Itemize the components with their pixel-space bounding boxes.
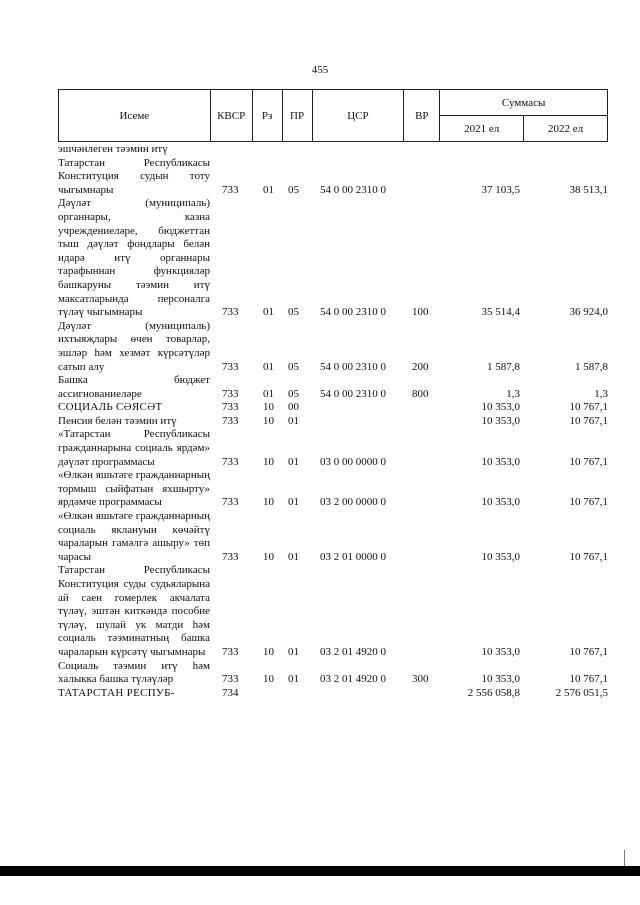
header-rz: Рз xyxy=(252,90,282,142)
row-csr: 54 0 00 2310 0 xyxy=(320,387,386,400)
table-row xyxy=(58,143,608,157)
row-name: «Өлкән яшьтәге гражданнарның тормыш сыйфатын яхшырту» ярдәмче программасы xyxy=(58,469,210,509)
table-row xyxy=(58,197,608,319)
row-pr: 05 xyxy=(288,387,299,400)
row-rz: 10 xyxy=(263,401,274,414)
header-year-2021: 2021 ел xyxy=(440,116,524,142)
row-rz: 10 xyxy=(263,496,274,509)
row-rz: 10 xyxy=(263,550,274,563)
row-pr: 01 xyxy=(288,673,299,686)
row-rz: 01 xyxy=(263,306,274,319)
row-sum-2022: 10 767,1 xyxy=(569,496,608,509)
row-pr: 01 xyxy=(288,455,299,468)
row-kvsr: 734 xyxy=(222,686,239,699)
row-name: «Татарстан Республикасы гражданнарына социаль ярдәм» дәүләт программасы xyxy=(58,428,210,468)
row-csr: 03 2 01 4920 0 xyxy=(320,645,386,658)
page-number: 455 xyxy=(311,64,329,76)
table-row xyxy=(58,428,608,469)
row-name: Социаль тәэмин итү һәм халыкка башка түләүләр xyxy=(58,659,210,686)
row-name: «Өлкән яшьтәге гражданнарның социаль яклануын көчәйтү чараларын гамәлгә ашыру» төп чарасы xyxy=(58,510,210,563)
header-csr: ЦСР xyxy=(312,90,404,142)
header-sums: Суммасы xyxy=(440,90,608,116)
row-csr: 54 0 00 2310 0 xyxy=(320,183,386,196)
row-sum-2022: 1 587,8 xyxy=(575,360,608,373)
row-vr: 800 xyxy=(412,387,429,400)
row-pr: 01 xyxy=(288,496,299,509)
row-vr: 300 xyxy=(412,673,429,686)
row-sum-2022: 36 924,0 xyxy=(569,306,608,319)
row-name: Татарстан Республикасы Конституция судын тоту чыгымнары xyxy=(58,156,210,196)
table-row xyxy=(58,687,608,701)
row-sum-2022: 10 767,1 xyxy=(569,550,608,563)
table-row xyxy=(58,564,608,659)
row-sum-2021: 10 353,0 xyxy=(481,673,520,686)
row-name: Дәүләт (муниципаль) органнары, казна учреждениеләре, бюджеттан тыш дәүләт фондлары белән идарә итү органнары тарафыннан функцияләр башкаруны тәэмин итү максатларында персоналга түләү чыгымнары xyxy=(58,197,210,319)
table-row xyxy=(58,415,608,429)
row-csr: 54 0 00 2310 0 xyxy=(320,306,386,319)
header-year-2022: 2022 ел xyxy=(524,116,608,142)
scan-bottom-bar xyxy=(0,866,640,876)
header-vr: ВР xyxy=(404,90,440,142)
row-name: Пенсия белән тәэмин итү xyxy=(58,414,177,427)
header-name: Исеме xyxy=(59,90,211,142)
row-name: ТАТАРСТАН РЕСПУБ- xyxy=(58,686,175,699)
row-sum-2022: 10 767,1 xyxy=(569,673,608,686)
row-kvsr: 733 xyxy=(222,496,239,509)
row-kvsr: 733 xyxy=(222,387,239,400)
row-kvsr: 733 xyxy=(222,360,239,373)
row-name: Татарстан Республикасы Конституция суды судьяларына ай саен гомерлек акчалата түләү, эштән киткәндә пособие түләү, шулай ук матди һәм социаль тәэминатның башка чараларын күрсәтү чыгымнары xyxy=(58,564,210,658)
row-pr: 05 xyxy=(288,360,299,373)
row-rz: 01 xyxy=(263,360,274,373)
row-rz: 01 xyxy=(263,387,274,400)
header-pr: ПР xyxy=(282,90,312,142)
row-csr: 54 0 00 2310 0 xyxy=(320,360,386,373)
row-pr: 00 xyxy=(288,401,299,414)
row-sum-2022: 10 767,1 xyxy=(569,401,608,414)
table-row xyxy=(58,157,608,198)
row-kvsr: 733 xyxy=(222,673,239,686)
row-rz: 10 xyxy=(263,455,274,468)
row-kvsr: 733 xyxy=(222,455,239,468)
row-kvsr: 733 xyxy=(222,645,239,658)
row-csr: 03 0 00 0000 0 xyxy=(320,455,386,468)
row-pr: 01 xyxy=(288,550,299,563)
row-sum-2021: 37 103,5 xyxy=(481,183,520,196)
row-name: СОЦИАЛЬ СӘЯСӘТ xyxy=(58,401,163,414)
row-rz: 10 xyxy=(263,673,274,686)
table-body xyxy=(58,143,608,700)
row-sum-2021: 35 514,4 xyxy=(481,306,520,319)
table-row xyxy=(58,660,608,687)
header-kvsr: КВСР xyxy=(210,90,252,142)
row-kvsr: 733 xyxy=(222,401,239,414)
row-csr: 03 2 01 4920 0 xyxy=(320,673,386,686)
row-name: Башка бюджет ассигнованиеләре xyxy=(58,374,210,400)
row-pr: 01 xyxy=(288,414,299,427)
row-sum-2021: 10 353,0 xyxy=(481,401,520,414)
row-sum-2021: 10 353,0 xyxy=(481,550,520,563)
row-csr: 03 2 01 0000 0 xyxy=(320,550,386,563)
table-header xyxy=(58,89,608,142)
row-vr: 100 xyxy=(412,306,429,319)
row-sum-2022: 10 767,1 xyxy=(569,414,608,427)
row-sum-2022: 38 513,1 xyxy=(569,183,608,196)
row-name: эшчәнлеген тәэмин итү xyxy=(58,143,168,155)
row-sum-2021: 10 353,0 xyxy=(481,414,520,427)
row-sum-2022: 1,3 xyxy=(594,387,608,400)
row-sum-2022: 10 767,1 xyxy=(569,455,608,468)
row-sum-2022: 2 576 051,5 xyxy=(555,686,608,699)
table-row xyxy=(58,374,608,401)
row-pr: 05 xyxy=(288,306,299,319)
row-rz: 10 xyxy=(263,414,274,427)
row-sum-2021: 2 556 058,8 xyxy=(467,686,520,699)
table-row xyxy=(58,320,608,374)
row-sum-2021: 1,3 xyxy=(506,387,520,400)
row-sum-2021: 10 353,0 xyxy=(481,645,520,658)
row-sum-2021: 1 587,8 xyxy=(487,360,520,373)
row-vr: 200 xyxy=(412,360,429,373)
row-kvsr: 733 xyxy=(222,550,239,563)
row-sum-2022: 10 767,1 xyxy=(569,645,608,658)
table-row xyxy=(58,510,608,564)
row-pr: 05 xyxy=(288,183,299,196)
table-row xyxy=(58,469,608,510)
row-rz: 10 xyxy=(263,645,274,658)
row-sum-2021: 10 353,0 xyxy=(481,496,520,509)
row-name: Дәүләт (муниципаль) ихтыяҗлары өчен товарлар, эшләр һәм хезмәт күрсәтүләр сатып алу xyxy=(58,319,210,373)
table-row xyxy=(58,401,608,415)
row-kvsr: 733 xyxy=(222,306,239,319)
row-csr: 03 2 00 0000 0 xyxy=(320,496,386,509)
row-sum-2021: 10 353,0 xyxy=(481,455,520,468)
row-rz: 01 xyxy=(263,183,274,196)
row-pr: 01 xyxy=(288,645,299,658)
row-kvsr: 733 xyxy=(222,414,239,427)
row-kvsr: 733 xyxy=(222,183,239,196)
